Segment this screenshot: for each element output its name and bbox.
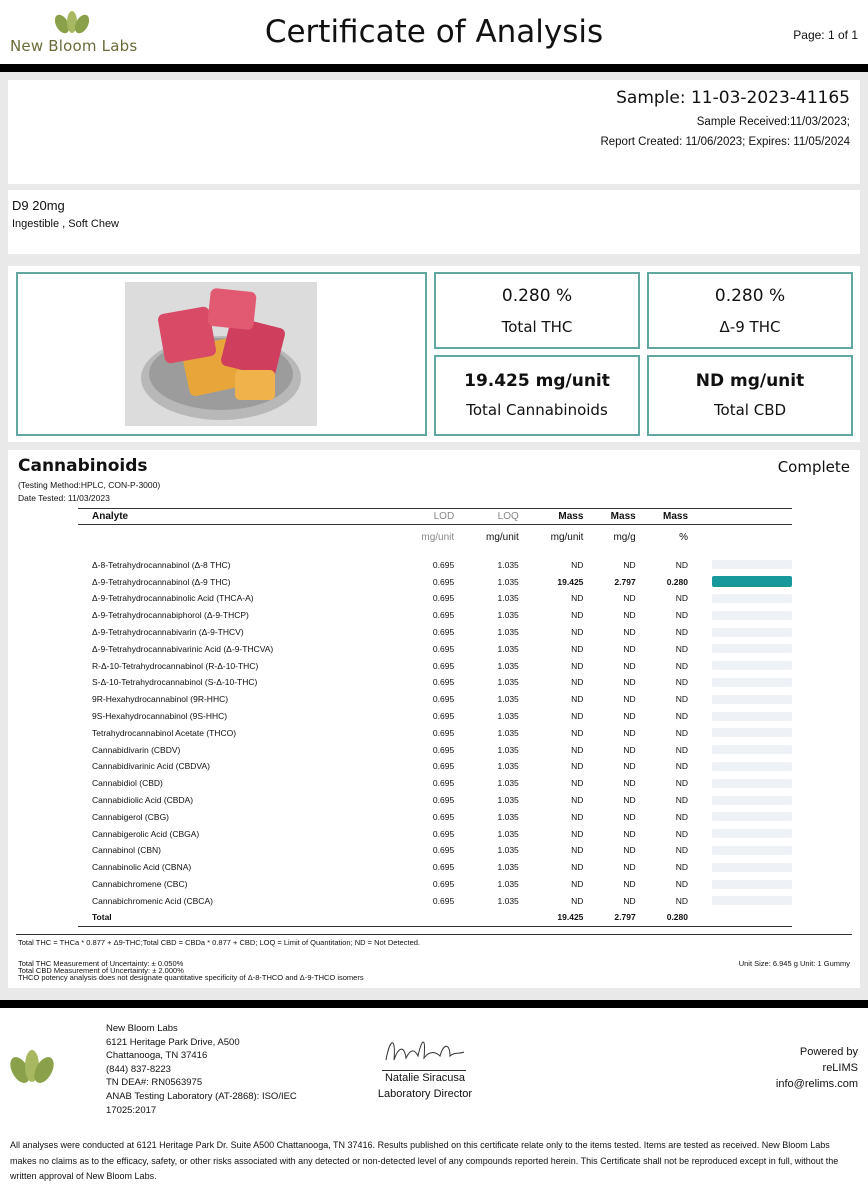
analyte-cell: Cannabichromenic Acid (CBCA) — [92, 895, 213, 906]
mass-unit-cell: ND — [571, 694, 584, 705]
footnote-definitions: Total THC = THCa * 0.877 + Δ9-THC;Total CBD = CBDa * 0.877 + CBD; LOQ = Limit of Quantitation; ND = Not Detected. — [18, 938, 420, 947]
mass-g-cell: 2.797 — [614, 576, 636, 587]
lod-cell: 0.695 — [432, 694, 455, 705]
unit-mass-unit: mg/unit — [550, 532, 584, 544]
total-cannabinoids-value: 19.425 mg/unit — [464, 371, 610, 391]
mass-g-cell: ND — [623, 677, 636, 688]
total-label: Total — [78, 909, 394, 926]
sample-info-panel — [8, 80, 860, 184]
mass-g-cell: ND — [623, 845, 636, 856]
result-bar — [712, 762, 792, 771]
lod-cell: 0.695 — [432, 895, 455, 906]
bar-cell — [692, 708, 792, 725]
mass-unit-cell: ND — [571, 862, 584, 873]
cannabinoids-table — [78, 508, 792, 927]
mass-pct-cell: ND — [675, 610, 688, 621]
result-bar — [712, 678, 792, 687]
logo-text: New Bloom Labs — [10, 37, 138, 55]
lod-cell: 0.695 — [432, 593, 455, 604]
table-row — [78, 691, 792, 708]
mass-unit-cell: ND — [571, 593, 584, 604]
bar-cell — [692, 792, 792, 809]
bar-cell — [692, 657, 792, 674]
column-header-mass-g: Mass — [587, 509, 639, 525]
mass-g-cell: ND — [623, 694, 636, 705]
loq-cell: 1.035 — [497, 727, 519, 738]
powered-by-brand: reLIMS — [822, 1062, 858, 1074]
mass-g-cell: ND — [623, 828, 636, 839]
page-number: Page: 1 of 1 — [793, 28, 858, 42]
analyte-cell: Δ-9-Tetrahydrocannabinolic Acid (THCA-A) — [92, 593, 254, 604]
analyte-cell: Cannabidivarinic Acid (CBDVA) — [92, 761, 210, 772]
table-row — [78, 808, 792, 825]
table-row — [78, 758, 792, 775]
mass-pct-cell: ND — [675, 778, 688, 789]
analyte-cell: Cannabigerolic Acid (CBGA) — [92, 828, 200, 839]
bar-cell — [692, 640, 792, 657]
table-row — [78, 859, 792, 876]
table-row — [78, 657, 792, 674]
result-bar — [712, 661, 792, 670]
footer — [0, 1008, 868, 1200]
powered-by — [776, 1044, 858, 1092]
mass-unit-cell: ND — [571, 643, 584, 654]
result-bar — [712, 863, 792, 872]
mass-unit-cell: ND — [571, 627, 584, 638]
mass-unit-cell: ND — [571, 795, 584, 806]
result-bar — [712, 880, 792, 889]
table-row — [78, 892, 792, 909]
mass-unit-cell: ND — [571, 610, 584, 621]
address-line: (844) 837-8223 — [106, 1063, 171, 1075]
footnote-thco: THCO potency analysis does not designate quantitative specificity of Δ-8-THCO and Δ-9-THCO isomers — [18, 973, 364, 982]
bar-cell — [692, 808, 792, 825]
mass-pct-cell: ND — [675, 795, 688, 806]
loq-cell: 1.035 — [497, 711, 519, 722]
total-cannabinoids-label: Total Cannabinoids — [466, 401, 608, 419]
mass-unit-cell: ND — [571, 828, 584, 839]
column-header-lod: LOD — [394, 509, 459, 525]
result-bar — [712, 796, 792, 805]
analyte-cell: Δ-9-Tetrahydrocannabivarinic Acid (Δ-9-THCVA) — [92, 643, 274, 654]
product-photo — [125, 282, 317, 426]
address-line: 17025:2017 — [106, 1104, 157, 1116]
bar-cell — [692, 892, 792, 909]
column-header-bar — [692, 509, 792, 525]
total-mass-unit: 19.425 — [523, 909, 588, 926]
mass-g-cell: ND — [623, 862, 636, 873]
mass-pct-cell: ND — [675, 811, 688, 822]
mass-pct-cell: ND — [675, 845, 688, 856]
table-row — [78, 825, 792, 842]
loq-cell: 1.035 — [497, 879, 519, 890]
mass-unit-cell: ND — [571, 711, 584, 722]
lod-cell: 0.695 — [432, 677, 455, 688]
mass-g-cell: ND — [623, 627, 636, 638]
mass-g-cell: ND — [623, 559, 636, 570]
footnote-thc-uncertainty: Total THC Measurement of Uncertainty: ± 0.050% — [18, 959, 184, 968]
mass-unit-cell: ND — [571, 778, 584, 789]
lod-cell: 0.695 — [432, 627, 455, 638]
bar-cell — [692, 607, 792, 624]
table-row — [78, 557, 792, 574]
address-line: 6121 Heritage Park Drive, A500 — [106, 1036, 240, 1048]
mass-g-cell: ND — [623, 761, 636, 772]
mass-unit-cell: ND — [571, 845, 584, 856]
total-row — [78, 909, 792, 926]
lod-cell: 0.695 — [432, 862, 455, 873]
powered-by-email: info@relims.com — [775, 1078, 858, 1090]
footnote-cbd-uncertainty: Total CBD Measurement of Uncertainty: ± 2.000% — [18, 966, 184, 975]
cannabinoids-panel — [8, 450, 860, 988]
loq-cell: 1.035 — [497, 862, 519, 873]
lod-cell: 0.695 — [432, 761, 455, 772]
mass-unit-cell: ND — [571, 559, 584, 570]
table-row — [78, 724, 792, 741]
result-bar — [712, 611, 792, 620]
mass-g-cell: ND — [623, 660, 636, 671]
analyte-cell: Δ-8-Tetrahydrocannabinol (Δ-8 THC) — [92, 559, 231, 570]
lod-cell: 0.695 — [432, 879, 455, 890]
lod-cell: 0.695 — [432, 559, 455, 570]
mass-pct-cell: ND — [675, 711, 688, 722]
mass-g-cell: ND — [623, 811, 636, 822]
bar-cell — [692, 741, 792, 758]
result-bar — [712, 712, 792, 721]
mass-pct-cell: ND — [675, 694, 688, 705]
mass-unit-cell: ND — [571, 727, 584, 738]
column-header-loq: LOQ — [458, 509, 523, 525]
analyte-cell: R-Δ-10-Tetrahydrocannabinol (R-Δ-10-THC) — [92, 660, 259, 671]
product-info-panel — [8, 190, 860, 254]
loq-cell: 1.035 — [497, 694, 519, 705]
d9-thc-tile — [647, 272, 853, 349]
bar-cell — [692, 775, 792, 792]
table-row — [78, 842, 792, 859]
result-bar-detected — [712, 576, 792, 587]
mass-g-cell: ND — [623, 711, 636, 722]
column-header-mass-pct: Mass — [640, 509, 692, 525]
total-cbd-value: ND mg/unit — [695, 371, 805, 391]
mass-pct-cell: ND — [675, 660, 688, 671]
lod-cell: 0.695 — [432, 744, 455, 755]
table-row — [78, 607, 792, 624]
result-bar — [712, 812, 792, 821]
bar-cell — [692, 825, 792, 842]
analyte-cell: S-Δ-10-Tetrahydrocannabinol (S-Δ-10-THC) — [92, 677, 258, 688]
unit-lod: mg/unit — [421, 532, 455, 544]
loq-cell: 1.035 — [497, 795, 519, 806]
lod-cell: 0.695 — [432, 795, 455, 806]
handwritten-signature — [380, 1030, 466, 1074]
footer-divider — [0, 1000, 868, 1008]
result-bar — [712, 628, 792, 637]
mass-unit-cell: ND — [571, 744, 584, 755]
mass-g-cell: ND — [623, 795, 636, 806]
table-row — [78, 708, 792, 725]
loq-cell: 1.035 — [497, 677, 519, 688]
address-line: ANAB Testing Laboratory (AT-2868): ISO/IEC — [106, 1090, 297, 1102]
result-bar — [712, 846, 792, 855]
bar-cell — [692, 624, 792, 641]
unit-size: Unit Size: 6.945 g Unit: 1 Gummy — [738, 959, 850, 968]
address-line: Chattanooga, TN 37416 — [106, 1050, 208, 1062]
mass-pct-cell: ND — [675, 862, 688, 873]
mass-g-cell: ND — [623, 895, 636, 906]
loq-cell: 1.035 — [497, 761, 519, 772]
mass-g-cell: ND — [623, 610, 636, 621]
loq-cell: 1.035 — [497, 643, 519, 654]
unit-loq: mg/unit — [486, 532, 519, 544]
mass-pct-cell: ND — [675, 677, 688, 688]
column-header-mass-unit: Mass — [523, 509, 588, 525]
header — [0, 0, 868, 66]
disclaimer: All analyses were conducted at 6121 Heritage Park Dr. Suite A500 Chattanooga, TN 37416. Results published on this certificate relate only to the items tested. Items are tested as received. New Bloom Labs makes no claims as to the efficacy, safety, or other risks associated with any detected or non-detected level of any compounds reported herein. This Certificate shall not be reproduced except in full, without the written approval of New Bloom Labs. — [10, 1140, 839, 1181]
sample-received-date: Sample Received:11/03/2023; — [696, 116, 850, 128]
table-row — [78, 624, 792, 641]
new-bloom-leaf-logo-icon — [8, 1048, 56, 1088]
table-row — [78, 876, 792, 893]
total-mass-g: 2.797 — [587, 909, 639, 926]
d9-thc-value: 0.280 % — [714, 286, 786, 306]
analyte-cell: Cannabinol (CBN) — [92, 845, 161, 856]
lod-cell: 0.695 — [432, 778, 455, 789]
header-divider — [0, 64, 868, 72]
unit-mass-pct: % — [679, 532, 688, 544]
product-name: D9 20mg — [12, 198, 65, 213]
bar-cell — [692, 557, 792, 574]
lab-address — [106, 1022, 297, 1117]
footnote-divider — [16, 934, 852, 935]
analyte-cell: Cannabigerol (CBG) — [92, 811, 170, 822]
table-row — [78, 590, 792, 607]
product-type: Ingestible , Soft Chew — [12, 218, 120, 230]
analyte-cell: Δ-9-Tetrahydrocannabiphorol (Δ-9-THCP) — [92, 610, 249, 621]
bar-cell — [692, 758, 792, 775]
mass-unit-cell: ND — [571, 761, 584, 772]
mass-unit-cell: 19.425 — [557, 576, 584, 587]
sample-id: Sample: 11-03-2023-41165 — [616, 88, 850, 108]
lod-cell: 0.695 — [432, 610, 455, 621]
address-line: New Bloom Labs — [106, 1023, 178, 1034]
analyte-cell: 9R-Hexahydrocannabinol (9R-HHC) — [92, 694, 229, 705]
analyte-cell: Cannabidiolic Acid (CBDA) — [92, 795, 194, 806]
loq-cell: 1.035 — [497, 593, 519, 604]
signer-title: Laboratory Director — [377, 1088, 473, 1100]
loq-cell: 1.035 — [497, 627, 519, 638]
mass-unit-cell: ND — [571, 811, 584, 822]
lod-cell: 0.695 — [432, 845, 455, 856]
mass-unit-cell: ND — [571, 895, 584, 906]
result-bar — [712, 644, 792, 653]
lod-cell: 0.695 — [432, 643, 455, 654]
lod-cell: 0.695 — [432, 828, 455, 839]
loq-cell: 1.035 — [497, 660, 519, 671]
total-thc-label: Total THC — [501, 318, 573, 336]
analyte-cell: Cannabichromene (CBC) — [92, 879, 188, 890]
analyte-cell: 9S-Hexahydrocannabinol (9S-HHC) — [92, 711, 228, 722]
report-dates: Report Created: 11/06/2023; Expires: 11/05/2024 — [600, 136, 850, 148]
mass-g-cell: ND — [623, 643, 636, 654]
mass-g-cell: ND — [623, 593, 636, 604]
bar-cell — [692, 876, 792, 893]
signer-name: Natalie Siracusa — [384, 1072, 466, 1084]
loq-cell: 1.035 — [497, 610, 519, 621]
analyte-cell: Δ-9-Tetrahydrocannabivarin (Δ-9-THCV) — [92, 627, 244, 638]
analyte-cell: Δ-9-Tetrahydrocannabinol (Δ-9 THC) — [92, 576, 231, 587]
result-bar — [712, 695, 792, 704]
d9-thc-label: Δ-9 THC — [719, 318, 781, 336]
analyte-cell: Tetrahydrocannabinol Acetate (THCO) — [92, 727, 237, 738]
unit-mass-g: mg/g — [613, 532, 636, 544]
lod-cell: 0.695 — [432, 711, 455, 722]
status-badge: Complete — [777, 458, 850, 476]
page-title: Certificate of Analysis — [264, 14, 604, 50]
bar-cell — [692, 590, 792, 607]
total-mass-pct: 0.280 — [640, 909, 692, 926]
date-tested: Date Tested: 11/03/2023 — [18, 493, 110, 503]
total-cbd-label: Total CBD — [713, 401, 787, 419]
mass-pct-cell: ND — [675, 744, 688, 755]
analyte-cell: Cannabidivarin (CBDV) — [92, 744, 181, 755]
table-row — [78, 741, 792, 758]
result-bar — [712, 829, 792, 838]
mass-pct-cell: ND — [675, 559, 688, 570]
result-bar — [712, 779, 792, 788]
loq-cell: 1.035 — [497, 559, 519, 570]
loq-cell: 1.035 — [497, 744, 519, 755]
powered-by-label: Powered by — [799, 1046, 858, 1058]
bar-cell — [692, 691, 792, 708]
mass-g-cell: ND — [623, 727, 636, 738]
mass-pct-cell: 0.280 — [666, 576, 688, 587]
cannabinoids-title: Cannabinoids — [18, 456, 148, 476]
column-header-analyte: Analyte — [78, 509, 394, 525]
table-header-row — [78, 509, 792, 525]
table-row — [78, 573, 792, 590]
table-row — [78, 674, 792, 691]
testing-method: (Testing Method:HPLC, CON-P-3000) — [18, 480, 161, 490]
mass-pct-cell: ND — [675, 727, 688, 738]
total-thc-tile — [434, 272, 640, 349]
signature-line — [382, 1070, 466, 1071]
table-row — [78, 792, 792, 809]
lod-cell: 0.695 — [432, 811, 455, 822]
result-bar — [712, 594, 792, 603]
lod-cell: 0.695 — [432, 660, 455, 671]
mass-pct-cell: ND — [675, 879, 688, 890]
table-row — [78, 640, 792, 657]
address-line: TN DEA#: RN0563975 — [106, 1077, 203, 1089]
lod-cell: 0.695 — [432, 576, 455, 587]
total-thc-value: 0.280 % — [501, 286, 573, 306]
mass-unit-cell: ND — [571, 879, 584, 890]
table-row — [78, 775, 792, 792]
loq-cell: 1.035 — [497, 778, 519, 789]
mass-pct-cell: ND — [675, 761, 688, 772]
bar-cell — [692, 859, 792, 876]
loq-cell: 1.035 — [497, 828, 519, 839]
mass-unit-cell: ND — [571, 660, 584, 671]
bar-cell — [692, 842, 792, 859]
mass-pct-cell: ND — [675, 895, 688, 906]
product-photo-tile — [16, 272, 427, 436]
analyte-cell: Cannabinolic Acid (CBNA) — [92, 862, 192, 873]
mass-unit-cell: ND — [571, 677, 584, 688]
bar-cell — [692, 724, 792, 741]
loq-cell: 1.035 — [497, 576, 519, 587]
mass-pct-cell: ND — [675, 593, 688, 604]
total-cannabinoids-tile — [434, 355, 640, 436]
lod-cell: 0.695 — [432, 727, 455, 738]
result-bar — [712, 560, 792, 569]
bar-cell — [692, 674, 792, 691]
loq-cell: 1.035 — [497, 845, 519, 856]
result-bar — [712, 745, 792, 754]
result-bar — [712, 728, 792, 737]
mass-pct-cell: ND — [675, 828, 688, 839]
bar-cell — [692, 573, 792, 590]
mass-g-cell: ND — [623, 879, 636, 890]
mass-g-cell: ND — [623, 744, 636, 755]
mass-pct-cell: ND — [675, 643, 688, 654]
analyte-cell: Cannabidiol (CBD) — [92, 778, 163, 789]
mass-g-cell: ND — [623, 778, 636, 789]
total-cbd-tile — [647, 355, 853, 436]
summary-panel — [8, 266, 860, 442]
mass-pct-cell: ND — [675, 627, 688, 638]
loq-cell: 1.035 — [497, 895, 519, 906]
result-bar — [712, 896, 792, 905]
loq-cell: 1.035 — [497, 811, 519, 822]
units-row — [78, 525, 792, 551]
